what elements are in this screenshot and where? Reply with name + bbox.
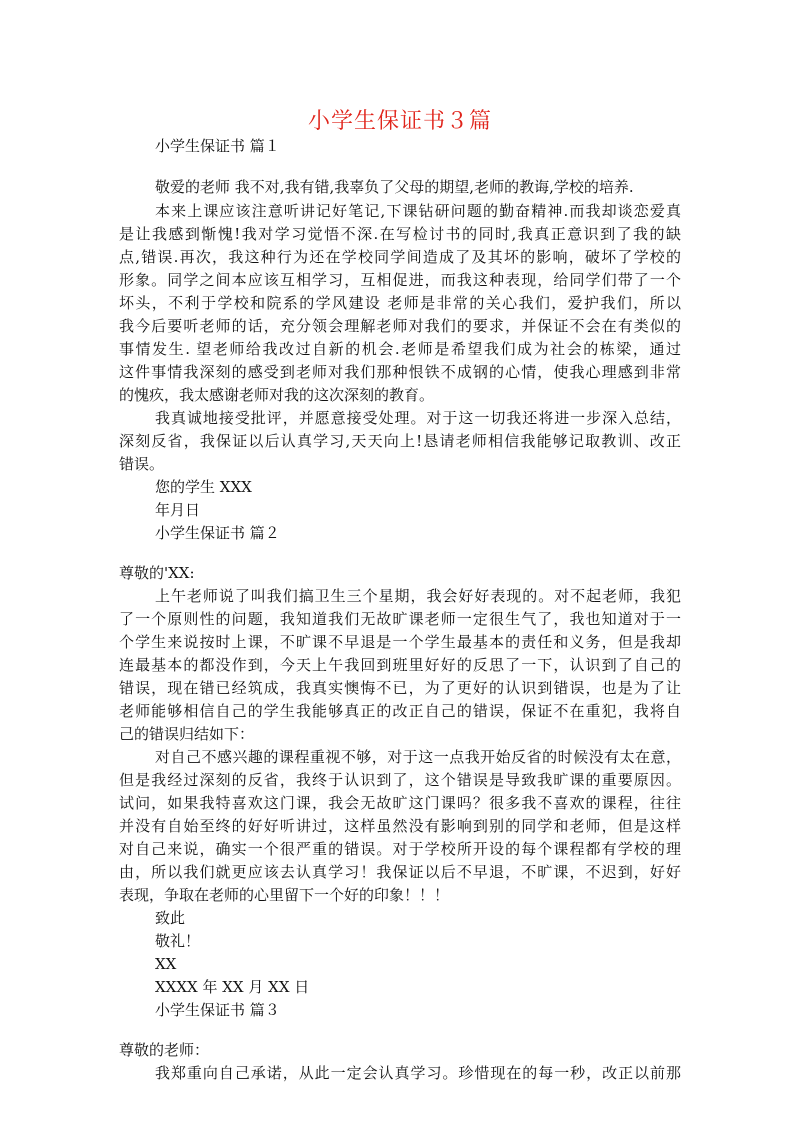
text-line: 事情发生. 望老师给我改过自新的机会.老师是希望我们成为社会的栋梁，通过 <box>119 340 681 358</box>
text-line: 点,错误.再次，我这种行为还在学校同学间造成了及其坏的影响，破坏了学校的 <box>119 248 681 266</box>
text-line: 老师能够相信自己的学生我能够真正的改正自己的错误，保证不在重犯，我将自 <box>119 702 681 720</box>
text-line: 对自己来说，确实一个很严重的错误。对于学校所开设的每个课程都有学校的理 <box>119 840 681 858</box>
text-line: 的愧疚，我太感谢老师对我的这次深刻的教育。 <box>119 386 435 404</box>
text-line: 并没有自始至终的好好听讲过，这样虽然没有影响到别的同学和老师，但是这样 <box>119 817 681 835</box>
text-line: 了一个原则性的问题，我知道我们无故旷课老师一定很生气了，我也知道对于一 <box>119 610 681 628</box>
text-line: 己的错误归结如下： <box>119 725 255 743</box>
text-line: 但是我经过深刻的反省，我终于认识到了，这个错误是导致我旷课的重要原因。 <box>119 771 681 789</box>
text-line: 小学生保证书 篇１ <box>155 137 280 155</box>
text-line: 我真诚地接受批评，并愿意接受处理。对于这一切我还将进一步深入总结， <box>155 409 681 427</box>
text-line: 试问，如果我特喜欢这门课，我会无故旷这门课吗？很多我不喜欢的课程，往往 <box>119 794 681 812</box>
text-line: 连最基本的都没作到，今天上午我回到班里好好的反思了一下，认识到了自己的 <box>119 656 681 674</box>
text-line: 表现，争取在老师的心里留下一个好的印象！！！ <box>119 886 450 904</box>
text-line: 我郑重向自己承诺，从此一定会认真学习。珍惜现在的每一秒，改正以前那 <box>155 1064 681 1082</box>
text-line: 年月日 <box>155 501 201 519</box>
text-line: 尊敬的老师： <box>119 1041 210 1059</box>
text-line: 这件事情我深刻的感受到老师对我们那种恨铁不成钢的心情，使我心理感到非常 <box>119 363 681 381</box>
text-line: 由，所以我们就更应该去认真学习！我保证以后不早退，不旷课，不迟到，好好 <box>119 863 681 881</box>
text-line: 错误。 <box>119 455 165 473</box>
text-line: 错误，现在错已经筑成，我真实懊悔不已，为了更好的认识到错误，也是为了让 <box>119 679 681 697</box>
text-line: XXXX 年 XX 月 XX 日 <box>155 978 310 996</box>
text-line: 我今后要听老师的话，充分领会理解老师对我们的要求，并保证不会在有类似的 <box>119 317 681 335</box>
text-line: 尊敬的'XX: <box>119 564 195 582</box>
text-line: 深刻反省，我保证以后认真学习,天天向上!恳请老师相信我能够记取教训、改正 <box>119 432 681 450</box>
text-line: 致此 <box>155 909 186 927</box>
text-line: 您的学生 XXX <box>155 478 252 496</box>
text-line: 敬礼！ <box>155 932 201 950</box>
text-line: 个学生来说按时上课，不旷课不早退是一个学生最基本的责任和义务，但是我却 <box>119 633 681 651</box>
text-line: XX <box>155 955 177 973</box>
text-line: 对自己不感兴趣的课程重视不够，对于这一点我开始反省的时候没有太在意， <box>155 748 681 766</box>
text-line: 是让我感到惭愧!我对学习觉悟不深.在写检讨书的同时,我真正意识到了我的缺 <box>119 225 681 243</box>
text-line: 形象。同学之间本应该互相学习，互相促进，而我这种表现，给同学们带了一个 <box>119 271 681 289</box>
text-line: 上午老师说了叫我们搞卫生三个星期，我会好好表现的。对不起老师，我犯 <box>155 587 681 605</box>
text-line: 本来上课应该注意听讲记好笔记,下课钻研问题的勤奋精神.而我却谈恋爱真 <box>155 202 681 220</box>
text-line: 小学生保证书 篇２ <box>155 524 280 542</box>
text-line: 敬爱的老师 我不对,我有错,我辜负了父母的期望,老师的教诲,学校的培养. <box>155 178 634 196</box>
document-title: 小学生保证书３篇 <box>307 109 492 134</box>
text-line: 小学生保证书 篇３ <box>155 1001 280 1019</box>
text-line: 坏头，不利于学校和院系的学风建设 老师是非常的关心我们，爱护我们，所以 <box>119 294 681 312</box>
